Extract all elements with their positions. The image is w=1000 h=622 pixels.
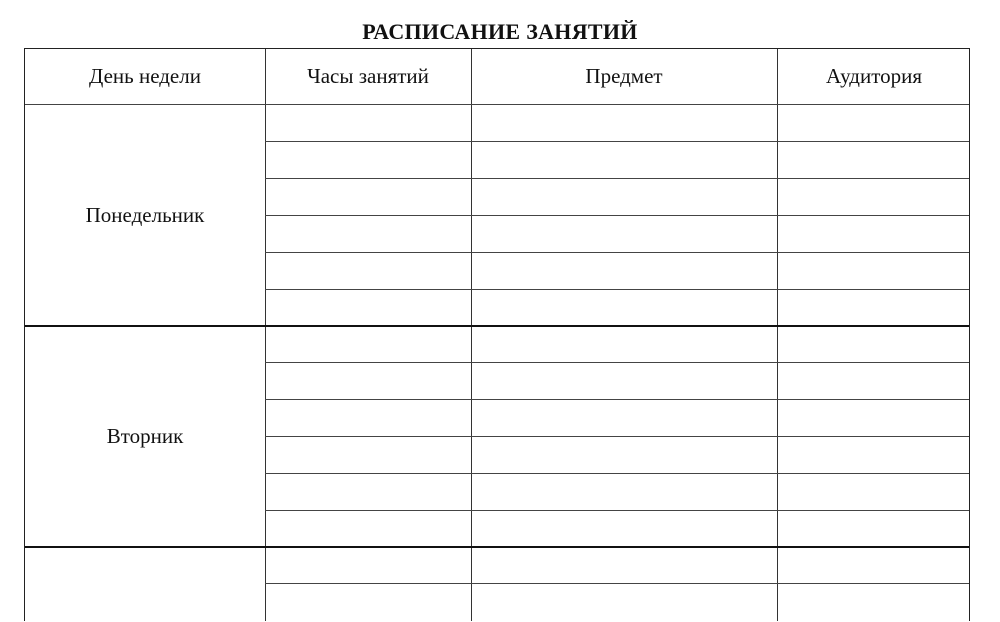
slot-divider [265, 178, 969, 179]
slot-divider [265, 510, 969, 511]
slot-divider [265, 141, 969, 142]
schedule-table [24, 48, 970, 621]
slot-divider [265, 252, 969, 253]
column-header-subject: Предмет [585, 64, 663, 88]
slot-divider [265, 583, 969, 584]
column-header-day: День недели [89, 64, 201, 88]
column-divider [265, 49, 266, 621]
column-header-room: Аудитория [825, 64, 923, 88]
column-divider [777, 49, 778, 621]
slot-divider [265, 362, 969, 363]
day-label-monday: Понедельник [85, 202, 205, 227]
column-divider [471, 49, 472, 621]
slot-divider [265, 289, 969, 290]
day-label-third [25, 547, 265, 622]
column-header-hours: Часы занятий [307, 64, 429, 88]
page-title: РАСПИСАНИЕ ЗАНЯТИЙ [362, 19, 638, 44]
slot-divider [265, 473, 969, 474]
day-label-tuesday: Вторник [106, 423, 184, 448]
slot-divider [265, 436, 969, 437]
slot-divider [265, 215, 969, 216]
slot-divider [265, 399, 969, 400]
